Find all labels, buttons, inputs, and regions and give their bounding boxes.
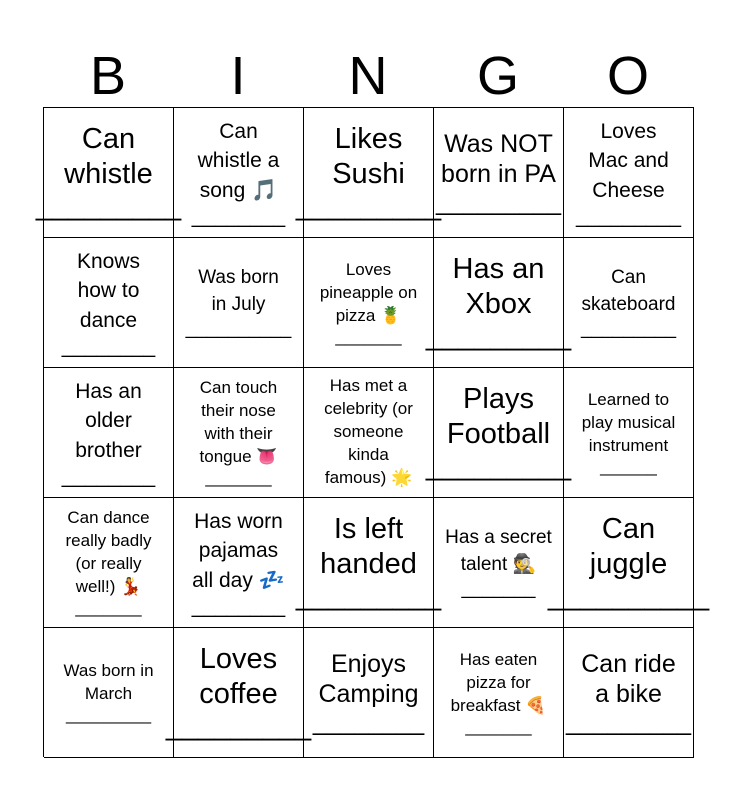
bingo-cell[interactable] xyxy=(434,628,564,758)
header-letter-o: O xyxy=(606,46,649,106)
bingo-cell-blank-line: _______ xyxy=(205,468,272,488)
bingo-cell-text: Was NOT born in PA xyxy=(441,129,556,188)
bingo-cell-blank-line: ________ xyxy=(191,205,286,229)
bingo-cell-blank-line: _________ xyxy=(65,705,152,725)
bingo-cell[interactable] xyxy=(434,108,564,238)
bingo-cell[interactable] xyxy=(35,108,182,238)
bingo-cell-blank-line: ________ xyxy=(312,707,425,736)
bingo-cell-text: Learned to play musical instrument xyxy=(581,389,676,455)
bingo-cell[interactable] xyxy=(547,498,710,628)
bingo-cell-blank-line: __________ xyxy=(547,580,710,613)
bingo-cell-blank-line: __________ xyxy=(185,317,292,339)
bingo-cell-text: Can dance really badly (or really well!) 💃 xyxy=(65,508,152,597)
bingo-cell[interactable] xyxy=(44,238,174,368)
bingo-cell-text: Likes Sushi xyxy=(332,122,405,190)
bingo-cell-text: Knows how to dance xyxy=(76,249,141,332)
bingo-cell[interactable] xyxy=(564,628,694,758)
bingo-cell-text: Has an Xbox xyxy=(452,252,545,320)
bingo-cell-text: Can whistle xyxy=(64,122,153,190)
bingo-cell[interactable] xyxy=(174,368,304,498)
header-letter-b: B xyxy=(89,46,127,106)
bingo-cell[interactable] xyxy=(174,238,304,368)
bingo-cell-text: Was born in July xyxy=(198,267,279,316)
bingo-cell-text: Was born in March xyxy=(63,661,154,704)
bingo-cell-blank-line: _______ xyxy=(465,716,532,736)
bingo-cell-blank-line: _________ xyxy=(165,710,312,743)
bingo-cell-blank-line: _______ xyxy=(461,577,536,599)
bingo-cell[interactable] xyxy=(425,368,572,498)
bingo-cell[interactable] xyxy=(295,498,442,628)
bingo-cell-text: Has met a celebrity (or someone kinda famous) 🌟 xyxy=(324,376,413,487)
bingo-cell-text: Loves pineapple on pizza 🍍 xyxy=(319,259,418,325)
bingo-cell-blank-line: _________ xyxy=(435,187,562,216)
bingo-grid xyxy=(35,107,710,757)
header-letter-i: I xyxy=(230,46,246,106)
bingo-cell-text: Has an older brother xyxy=(75,379,142,462)
header-letter-n: N xyxy=(348,46,388,106)
header-letter-g: G xyxy=(476,46,519,106)
bingo-cell[interactable] xyxy=(425,238,572,368)
bingo-cell-blank-line: _________ xyxy=(295,580,442,613)
bingo-cell-text: Loves coffee xyxy=(199,642,278,710)
bingo-cell-blank-line: ________ xyxy=(61,465,156,489)
bingo-cell[interactable] xyxy=(564,238,694,368)
bingo-cell-text: Has eaten pizza for breakfast 🍕 xyxy=(450,649,547,715)
bingo-cell[interactable] xyxy=(165,628,312,758)
bingo-cell-blank-line: ________ xyxy=(61,335,156,359)
bingo-cell-text: Is left handed xyxy=(320,512,417,580)
bingo-cell-text: Loves Mac and Cheese xyxy=(588,119,669,202)
bingo-cell-text: Can ride a bike xyxy=(581,649,676,708)
bingo-cell-blank-line: ________ xyxy=(191,595,286,619)
bingo-cell[interactable] xyxy=(174,108,304,238)
bingo-cell-blank-line: _________ xyxy=(425,320,572,353)
bingo-cell-text: Has worn pajamas all day 💤 xyxy=(192,509,285,592)
bingo-cell-text: Can skateboard xyxy=(581,267,676,316)
bingo-cell[interactable] xyxy=(564,108,694,238)
bingo-cell-text: Can whistle a song 🎵 xyxy=(197,119,280,202)
bingo-cell[interactable] xyxy=(44,368,174,498)
bingo-cell-text: Enjoys Camping xyxy=(318,649,419,708)
bingo-cell[interactable] xyxy=(304,238,434,368)
bingo-cell[interactable] xyxy=(44,498,174,628)
bingo-cell[interactable] xyxy=(434,498,564,628)
bingo-cell-text: Can touch their nose with their tongue 👅 xyxy=(199,378,278,467)
bingo-cell-text: Has a secret talent 🕵️ xyxy=(445,527,552,576)
bingo-cell-blank-line: _________ xyxy=(580,317,677,339)
bingo-cell[interactable] xyxy=(295,108,442,238)
bingo-cell[interactable] xyxy=(304,628,434,758)
bingo-cell-blank-line: _______ xyxy=(335,326,402,346)
bingo-cell[interactable] xyxy=(564,368,694,498)
bingo-cell-blank-line: ______ xyxy=(600,456,657,476)
bingo-cell[interactable] xyxy=(304,368,434,498)
bingo-cell-blank-line: _________ xyxy=(35,190,182,223)
bingo-header xyxy=(43,44,693,108)
bingo-cell-blank-line: _________ xyxy=(425,450,572,483)
bingo-cell[interactable] xyxy=(174,498,304,628)
bingo-cell-blank-line: _________ xyxy=(575,205,682,229)
bingo-cell-blank-line: _________ xyxy=(565,707,692,736)
bingo-cell-blank-line: _________ xyxy=(295,190,442,223)
bingo-cell[interactable] xyxy=(44,628,174,758)
bingo-cell-text: Can juggle xyxy=(589,512,668,580)
bingo-cell-blank-line: _______ xyxy=(75,598,142,618)
bingo-cell-text: Plays Football xyxy=(446,382,551,450)
